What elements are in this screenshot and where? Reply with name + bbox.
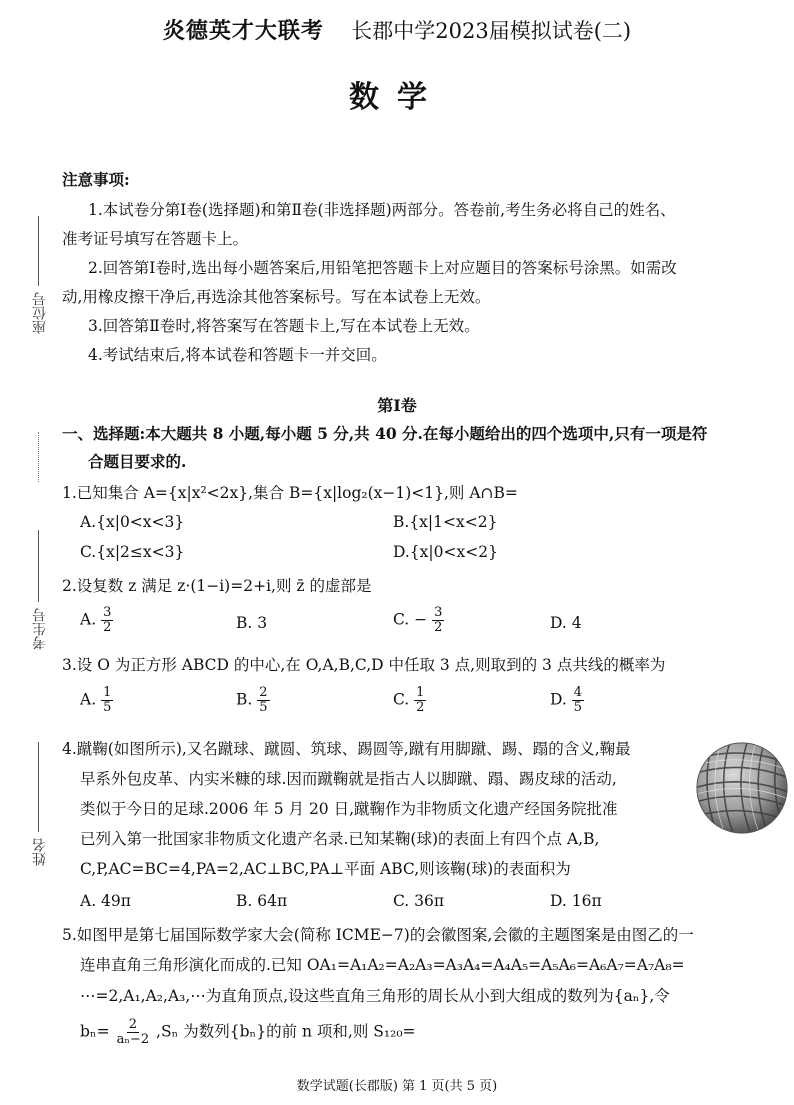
cuju-ball-image bbox=[694, 740, 790, 836]
q2-option-c bbox=[393, 606, 444, 635]
q4-option-d: D. 16π bbox=[550, 892, 602, 910]
name-label: 姓名 bbox=[32, 838, 48, 866]
q3-c-fraction bbox=[414, 686, 426, 715]
q3-a-num: 1 bbox=[103, 685, 112, 700]
notice-heading: 注意事项: bbox=[62, 170, 130, 189]
section1-line-2: 合题目要求的. bbox=[88, 452, 187, 471]
q3-d-den: 5 bbox=[573, 700, 583, 715]
q3-option-a bbox=[80, 686, 113, 715]
q3-c-den: 2 bbox=[416, 700, 425, 715]
q4-line-4: 已列入第一批国家非物质文化遗产名录.已知某鞠(球)的表面上有四个点 A,B, bbox=[80, 830, 600, 848]
q5-bn-num: 2 bbox=[128, 1017, 137, 1032]
seat-label: 座位号 bbox=[32, 292, 48, 334]
notice-line-5: 3.回答第Ⅱ卷时,将答案写在答题卡上,写在本试卷上无效。 bbox=[88, 317, 480, 335]
q3-b-fraction bbox=[257, 686, 269, 715]
notice-line-2: 准考证号填写在答题卡上。 bbox=[62, 230, 249, 248]
q5-line-1: 5.如图甲是第七届国际数学家大会(简称 ICME−7)的会徽图案,会徽的主题图案是由图乙的一 bbox=[62, 926, 694, 944]
q2-a-fraction bbox=[101, 606, 113, 635]
page-footer: 数学试题(长郡版) 第 1 页(共 5 页) bbox=[296, 1079, 498, 1094]
q2-c-label: C. − bbox=[393, 610, 428, 629]
q2-stem: 2.设复数 z 满足 z·(1−i)=2+i,则 z̄ 的虚部是 bbox=[62, 577, 372, 595]
q1-option-d: D.{x|0<x<2} bbox=[393, 543, 498, 561]
q4-option-c: C. 36π bbox=[393, 892, 445, 910]
q3-a-label: A. bbox=[80, 690, 97, 709]
exam-no-label: 考生号 bbox=[32, 608, 48, 650]
q3-c-label: C. bbox=[393, 690, 410, 709]
name-underline bbox=[38, 742, 39, 832]
exam-header bbox=[0, 14, 794, 45]
q5-bn-fraction bbox=[115, 1018, 152, 1047]
q4-option-a: A. 49π bbox=[80, 892, 131, 910]
q2-a-den: 2 bbox=[103, 620, 112, 635]
q4-option-b: B. 64π bbox=[236, 892, 288, 910]
q2-c-num: 3 bbox=[434, 605, 443, 620]
q4-line-5: C,P,AC=BC=4,PA=2,AC⊥BC,PA⊥平面 ABC,则该鞠(球)的表面积为 bbox=[80, 860, 571, 878]
q5-bn-prefix: bₙ= bbox=[80, 1022, 110, 1041]
margin-dotline bbox=[38, 432, 39, 482]
notice-line-4: 动,用橡皮擦干净后,再选涂其他答案标号。写在本试卷上无效。 bbox=[62, 288, 491, 306]
q5-bn-den: aₙ−2 bbox=[116, 1032, 150, 1047]
q5-line-4 bbox=[80, 1018, 416, 1047]
q2-option-d: D. 4 bbox=[550, 614, 582, 632]
q1-option-a: A.{x|0<x<3} bbox=[80, 513, 185, 531]
q3-b-den: 5 bbox=[259, 700, 268, 715]
q3-option-d bbox=[550, 686, 584, 715]
q3-option-c bbox=[393, 686, 426, 715]
q1-option-b: B.{x|1<x<2} bbox=[393, 513, 498, 531]
q3-d-label: D. bbox=[550, 690, 567, 709]
q1-stem: 1.已知集合 A={x|x²<2x},集合 B={x|log₂(x−1)<1},则 A∩B= bbox=[62, 484, 518, 502]
subject-title: 数学 bbox=[349, 80, 445, 115]
q4-line-3: 类似于今日的足球.2006 年 5 月 20 日,蹴鞠作为非物质文化遗产经国务院批准 bbox=[80, 800, 618, 818]
header-brand: 炎德英才大联考 bbox=[162, 18, 324, 44]
q3-b-label: B. bbox=[236, 690, 253, 709]
q3-a-den: 5 bbox=[103, 700, 112, 715]
q3-d-num: 4 bbox=[573, 685, 583, 700]
q3-c-num: 1 bbox=[416, 685, 425, 700]
q4-line-2: 早系外包皮革、内实米糠的球.因而蹴鞠就是指古人以脚蹴、蹋、踢皮球的活动, bbox=[80, 770, 617, 788]
q3-option-b bbox=[236, 686, 270, 715]
q3-a-fraction bbox=[101, 686, 113, 715]
seat-underline bbox=[38, 216, 39, 286]
notice-line-6: 4.考试结束后,将本试卷和答题卡一并交回。 bbox=[88, 346, 387, 364]
q3-b-num: 2 bbox=[259, 685, 268, 700]
q5-line-3: ⋯=2,A₁,A₂,A₃,⋯为直角顶点,设这些直角三角形的周长从小到大组成的数列为{aₙ},令 bbox=[80, 987, 670, 1005]
header-subtitle: 长郡中学2023届模拟试卷(二) bbox=[351, 19, 632, 43]
notice-line-1: 1.本试卷分第Ⅰ卷(选择题)和第Ⅱ卷(非选择题)两部分。答卷前,考生务必将自己的姓名、 bbox=[88, 201, 676, 219]
q2-c-fraction bbox=[432, 606, 444, 635]
q3-stem: 3.设 O 为正方形 ABCD 的中心,在 O,A,B,C,D 中任取 3 点,则取到的 3 点共线的概率为 bbox=[62, 656, 666, 674]
q5-line-2: 连串直角三角形演化而成的.已知 OA₁=A₁A₂=A₂A₃=A₃A₄=A₄A₅=A₅A₆=A₆A₇=A₇A₈= bbox=[80, 956, 685, 974]
exam-no-underline bbox=[38, 530, 39, 602]
q3-d-fraction bbox=[572, 686, 584, 715]
q2-option-a bbox=[80, 606, 113, 635]
q5-bn-suffix: ,Sₙ 为数列{bₙ}的前 n 项和,则 S₁₂₀= bbox=[156, 1022, 416, 1041]
notice-line-3: 2.回答第Ⅰ卷时,选出每小题答案后,用铅笔把答题卡上对应题目的答案标号涂黑。如需改 bbox=[88, 259, 677, 277]
q2-a-label: A. bbox=[80, 610, 97, 629]
q1-option-c: C.{x|2≤x<3} bbox=[80, 543, 185, 561]
q4-line-1: 4.蹴鞠(如图所示),又名蹴球、蹴圆、筑球、踢圆等,蹴有用脚蹴、踢、蹋的含义,鞠最 bbox=[62, 740, 631, 758]
section1-line-1: 一、选择题:本大题共 8 小题,每小题 5 分,共 40 分.在每小题给出的四个选项中,只有一项是符 bbox=[62, 424, 708, 443]
q2-c-den: 2 bbox=[434, 620, 443, 635]
volume-title: 第Ⅰ卷 bbox=[377, 396, 417, 415]
q2-option-b: B. 3 bbox=[236, 614, 268, 632]
q2-a-num: 3 bbox=[103, 605, 112, 620]
